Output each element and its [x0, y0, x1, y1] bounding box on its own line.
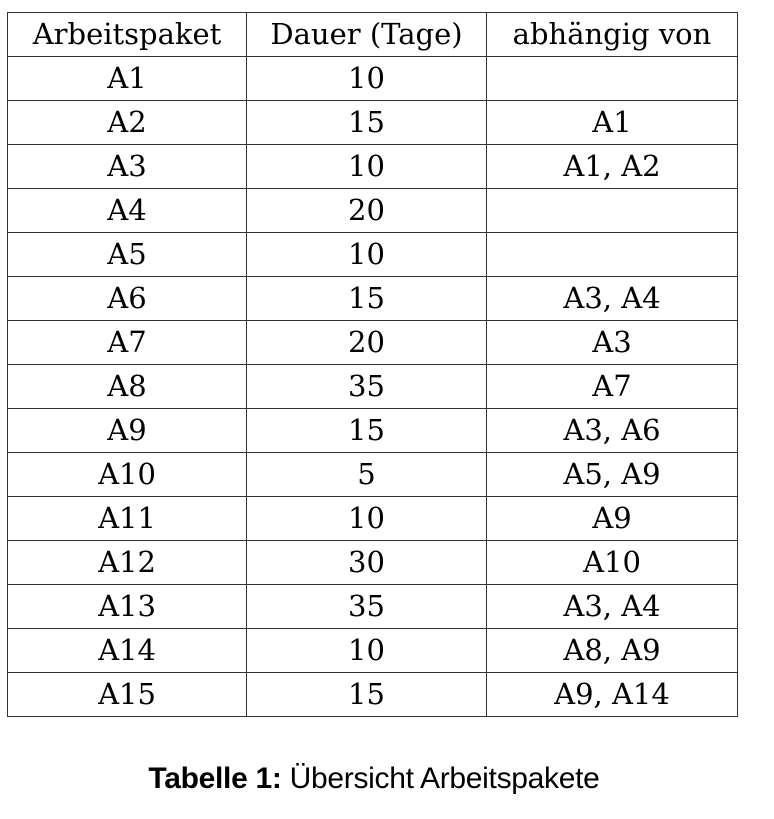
- cell-dependencies: A3, A4: [487, 585, 738, 629]
- table-row: [8, 101, 738, 145]
- cell-dependencies: [487, 189, 738, 233]
- cell-package: A2: [8, 101, 247, 145]
- cell-package: A9: [8, 409, 247, 453]
- table-row: [8, 497, 738, 541]
- cell-duration: 35: [247, 585, 487, 629]
- cell-package: A8: [8, 365, 247, 409]
- cell-dependencies: A1: [487, 101, 738, 145]
- cell-dependencies: A1, A2: [487, 145, 738, 189]
- table-row: [8, 585, 738, 629]
- table-caption: [0, 762, 748, 796]
- table-row: [8, 409, 738, 453]
- table-row: [8, 629, 738, 673]
- cell-dependencies: [487, 233, 738, 277]
- cell-dependencies: A7: [487, 365, 738, 409]
- table-row: [8, 145, 738, 189]
- cell-duration: 15: [247, 277, 487, 321]
- table-row: [8, 321, 738, 365]
- table-row: [8, 365, 738, 409]
- caption-label: Tabelle 1:: [148, 762, 282, 795]
- cell-duration: 10: [247, 233, 487, 277]
- caption-text: Übersicht Arbeitspakete: [281, 762, 600, 795]
- cell-dependencies: A3, A4: [487, 277, 738, 321]
- table-row: [8, 57, 738, 101]
- cell-duration: 15: [247, 673, 487, 717]
- cell-dependencies: A3: [487, 321, 738, 365]
- table-row: [8, 673, 738, 717]
- table-row: [8, 189, 738, 233]
- cell-dependencies: [487, 57, 738, 101]
- header-abhaengig-von: abhängig von: [487, 13, 738, 57]
- table-row: [8, 277, 738, 321]
- cell-duration: 30: [247, 541, 487, 585]
- cell-duration: 15: [247, 101, 487, 145]
- cell-package: A7: [8, 321, 247, 365]
- cell-package: A10: [8, 453, 247, 497]
- cell-package: A13: [8, 585, 247, 629]
- cell-duration: 15: [247, 409, 487, 453]
- cell-duration: 10: [247, 629, 487, 673]
- cell-package: A1: [8, 57, 247, 101]
- cell-package: A5: [8, 233, 247, 277]
- cell-duration: 20: [247, 189, 487, 233]
- cell-duration: 5: [247, 453, 487, 497]
- cell-package: A11: [8, 497, 247, 541]
- table-header-row: [8, 13, 738, 57]
- header-dauer: Dauer (Tage): [247, 13, 487, 57]
- cell-package: A14: [8, 629, 247, 673]
- cell-package: A6: [8, 277, 247, 321]
- table-row: [8, 541, 738, 585]
- cell-duration: 10: [247, 57, 487, 101]
- cell-duration: 20: [247, 321, 487, 365]
- cell-package: A3: [8, 145, 247, 189]
- cell-dependencies: A9, A14: [487, 673, 738, 717]
- cell-package: A4: [8, 189, 247, 233]
- cell-dependencies: A10: [487, 541, 738, 585]
- cell-duration: 35: [247, 365, 487, 409]
- table-row: [8, 453, 738, 497]
- cell-package: A12: [8, 541, 247, 585]
- cell-dependencies: A9: [487, 497, 738, 541]
- header-arbeitspaket: Arbeitspaket: [8, 13, 247, 57]
- cell-dependencies: A8, A9: [487, 629, 738, 673]
- cell-duration: 10: [247, 497, 487, 541]
- cell-dependencies: A3, A6: [487, 409, 738, 453]
- work-packages-table: [7, 12, 738, 717]
- cell-duration: 10: [247, 145, 487, 189]
- cell-dependencies: A5, A9: [487, 453, 738, 497]
- table-row: [8, 233, 738, 277]
- cell-package: A15: [8, 673, 247, 717]
